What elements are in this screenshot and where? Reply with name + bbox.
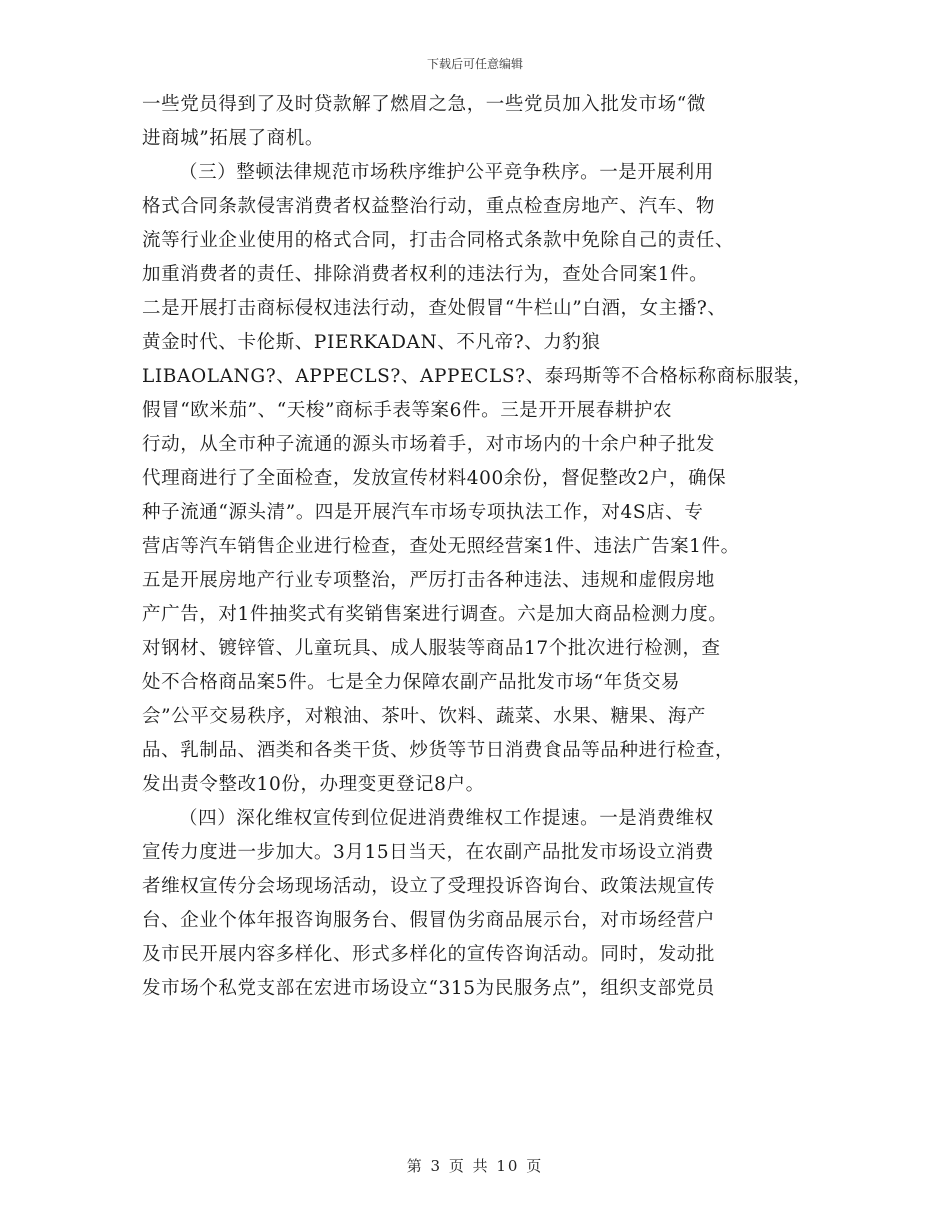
text-line: 黄金时代、卡伦斯、PIERKADAN、不凡帝?、力豹狼	[142, 332, 601, 353]
paragraph-start-line: （四）深化维权宣传到位促进消费维权工作提速。一是消费维权	[179, 808, 714, 829]
text-line: LIBAOLANG?、APPECLS?、APPECLS?、泰玛斯等不合格标称商标服装，	[142, 366, 813, 387]
text-line: 代理商进行了全面检查，发放宣传材料400余份，督促整改2户，确保	[142, 468, 727, 489]
text-line: 一些党员得到了及时贷款解了燃眉之急，一些党员加入批发市场“微	[142, 94, 706, 115]
text-line: 产广告，对1件抽奖式有奖销售案进行调查。六是加大商品检测力度。	[142, 604, 728, 625]
text-line: 种子流通“源头清”。四是开展汽车市场专项执法工作，对4S店、专	[142, 502, 704, 523]
page-header: 下载后可任意编辑	[426, 57, 523, 71]
text-line: 营店等汽车销售企业进行检查，查处无照经营案1件、违法广告案1件。	[142, 536, 740, 557]
text-line: 进商城”拓展了商机。	[142, 128, 324, 149]
text-line: 处不合格商品案5件。七是全力保障农副产品批发市场“年货交易	[142, 672, 681, 693]
text-line: 及市民开展内容多样化、形式多样化的宣传咨询活动。同时，发动批	[142, 944, 716, 965]
text-line: 流等行业企业使用的格式合同，打击合同格式条款中免除自己的责任、	[142, 230, 735, 251]
text-line: 五是开展房地产行业专项整治，严厉打击各种违法、违规和虚假房地	[142, 570, 716, 591]
text-line: 二是开展打击商标侵权违法行动，查处假冒“牛栏山”白酒，女主播?、	[142, 298, 727, 319]
text-line: 对钢材、镀锌管、儿童玩具、成人服装等商品17个批次进行检测，查	[142, 638, 721, 659]
text-line: 发市场个私党支部在宏进市场设立“315为民服务点”，组织支部党员	[142, 978, 715, 999]
text-line: 加重消费者的责任、排除消费者权利的违法行为，查处合同案1件。	[142, 264, 709, 285]
text-line: 品、乳制品、酒类和各类干货、炒货等节日消费食品等品种进行检查，	[142, 740, 735, 761]
text-line: 格式合同条款侵害消费者权益整治行动，重点检查房地产、汽车、物	[142, 196, 716, 217]
text-line: 会”公平交易秩序，对粮油、茶叶、饮料、蔬菜、水果、糖果、海产	[142, 706, 706, 727]
text-line: 宣传力度进一步加大。3月15日当天，在农副产品批发市场设立消费	[142, 842, 714, 863]
text-line: 假冒“欧米茄”、“天梭”商标手表等案6件。三是开开展春耕护农	[142, 400, 673, 421]
paragraph-start-line: （三）整顿法律规范市场秩序维护公平竞争秩序。一是开展利用	[179, 162, 714, 183]
text-line: 发出责令整改10份，办理变更登记8户。	[142, 774, 485, 795]
text-line: 行动，从全市种子流通的源头市场着手，对市场内的十余户种子批发	[142, 434, 716, 455]
text-line: 台、企业个体年报咨询服务台、假冒伪劣商品展示台，对市场经营户	[142, 910, 716, 931]
text-line: 者维权宣传分会场现场活动，设立了受理投诉咨询台、政策法规宣传	[142, 876, 716, 897]
page-footer: 第 3 页 共 10 页	[406, 1157, 544, 1175]
document-body	[142, 88, 813, 1006]
